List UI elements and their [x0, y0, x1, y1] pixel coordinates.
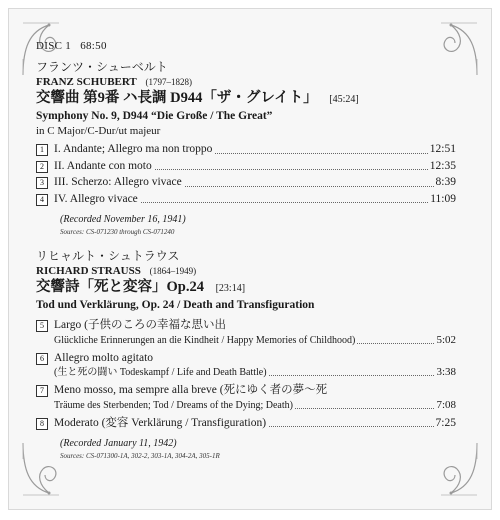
composer-name-jp: フランツ・シューベルト — [36, 60, 168, 74]
composer-name-jp: リヒャルト・シュトラウス — [36, 249, 180, 263]
track-title: III. Scherzo: Allegro vivace — [54, 176, 182, 188]
track-title: Meno mosso, ma sempre alla breve (死にゆく者の夢〜死 — [54, 384, 328, 396]
track-number: 8 — [36, 418, 48, 430]
track-subtitle-row — [36, 334, 456, 347]
track-row — [36, 158, 456, 175]
track-duration: 5:02 — [436, 333, 456, 346]
track-number: 2 — [36, 161, 48, 173]
composer-name-en: RICHARD STRAUSS — [36, 265, 141, 277]
work-key: in C Major/C-Dur/ut majeur — [36, 125, 161, 137]
work-total-duration: [45:24] — [329, 94, 359, 105]
track-subtitle: Glückliche Erinnerungen an die Kindheit / Happy Memories of Childhood) — [54, 334, 356, 346]
track-row — [36, 317, 456, 334]
track-number: 4 — [36, 194, 48, 206]
composer-heading — [36, 75, 456, 89]
track-duration: 7:08 — [436, 398, 456, 411]
track-listing — [36, 40, 456, 461]
track-number: 6 — [36, 353, 48, 365]
composer-years: (1864–1949) — [149, 266, 197, 276]
track-duration: 8:39 — [434, 174, 456, 191]
track-number: 1 — [36, 144, 48, 156]
track-row — [36, 174, 456, 191]
work-title-jp-row — [36, 89, 456, 109]
track-subtitle-row — [36, 366, 456, 379]
work-title-en: Tod und Verklärung, Op. 24 / Death and Transfiguration — [36, 299, 315, 311]
work-total-duration: [23:14] — [215, 283, 246, 294]
composer-heading — [36, 264, 456, 278]
track-subtitle: (生と死の闘い Todeskampf / Life and Death Battle) — [54, 367, 267, 378]
disc-header — [36, 40, 456, 52]
track-row — [36, 415, 456, 432]
track-row — [36, 350, 456, 367]
composer-name-en: FRANZ SCHUBERT — [36, 76, 137, 88]
composer-years: (1797–1828) — [145, 77, 193, 87]
track-duration: 3:38 — [436, 366, 456, 378]
recording-sources: Sources: CS-071300-1A, 302-2, 303-1A, 304-2A, 305-1R — [60, 452, 220, 460]
track-title: IV. Allegro vivace — [54, 192, 138, 205]
track-row — [36, 141, 456, 158]
recording-date: (Recorded January 11, 1942) — [60, 438, 177, 449]
track-duration: 12:35 — [428, 158, 456, 175]
track-title: Largo (子供のころの幸福な思い出 — [54, 319, 226, 331]
track-subtitle-row — [36, 399, 456, 412]
track-duration: 7:25 — [434, 415, 456, 432]
recording-sources: Sources: CS-071230 through CS-071240 — [60, 228, 175, 236]
work-title-jp-row — [36, 278, 456, 298]
track-number: 7 — [36, 385, 48, 397]
track-number: 3 — [36, 177, 48, 189]
track-row — [36, 382, 456, 399]
track-row — [36, 191, 456, 208]
disc-label: DISC 1 — [36, 40, 72, 52]
recording-date: (Recorded November 16, 1941) — [60, 214, 186, 225]
work-title-jp: 交響詩「死と変容」Op.24 — [36, 279, 204, 295]
disc-duration: 68:50 — [80, 40, 107, 52]
track-title: II. Andante con moto — [54, 159, 152, 172]
track-title: Moderato (変容 Verklärung / Transfiguration) — [54, 416, 267, 429]
work-title-jp: 交響曲 第9番 ハ長調 D944「ザ・グレイト」 — [36, 90, 318, 106]
track-duration: 11:09 — [428, 191, 456, 208]
track-title: I. Andante; Allegro ma non troppo — [54, 143, 213, 155]
work-title-en: Symphony No. 9, D944 “Die Große / The Great” — [36, 110, 273, 122]
track-duration: 12:51 — [428, 141, 456, 158]
track-number: 5 — [36, 320, 48, 332]
track-subtitle: Träume des Sterbenden; Tod / Dreams of the Dying; Death) — [54, 399, 293, 411]
track-title: Allegro molto agitato — [54, 351, 154, 364]
